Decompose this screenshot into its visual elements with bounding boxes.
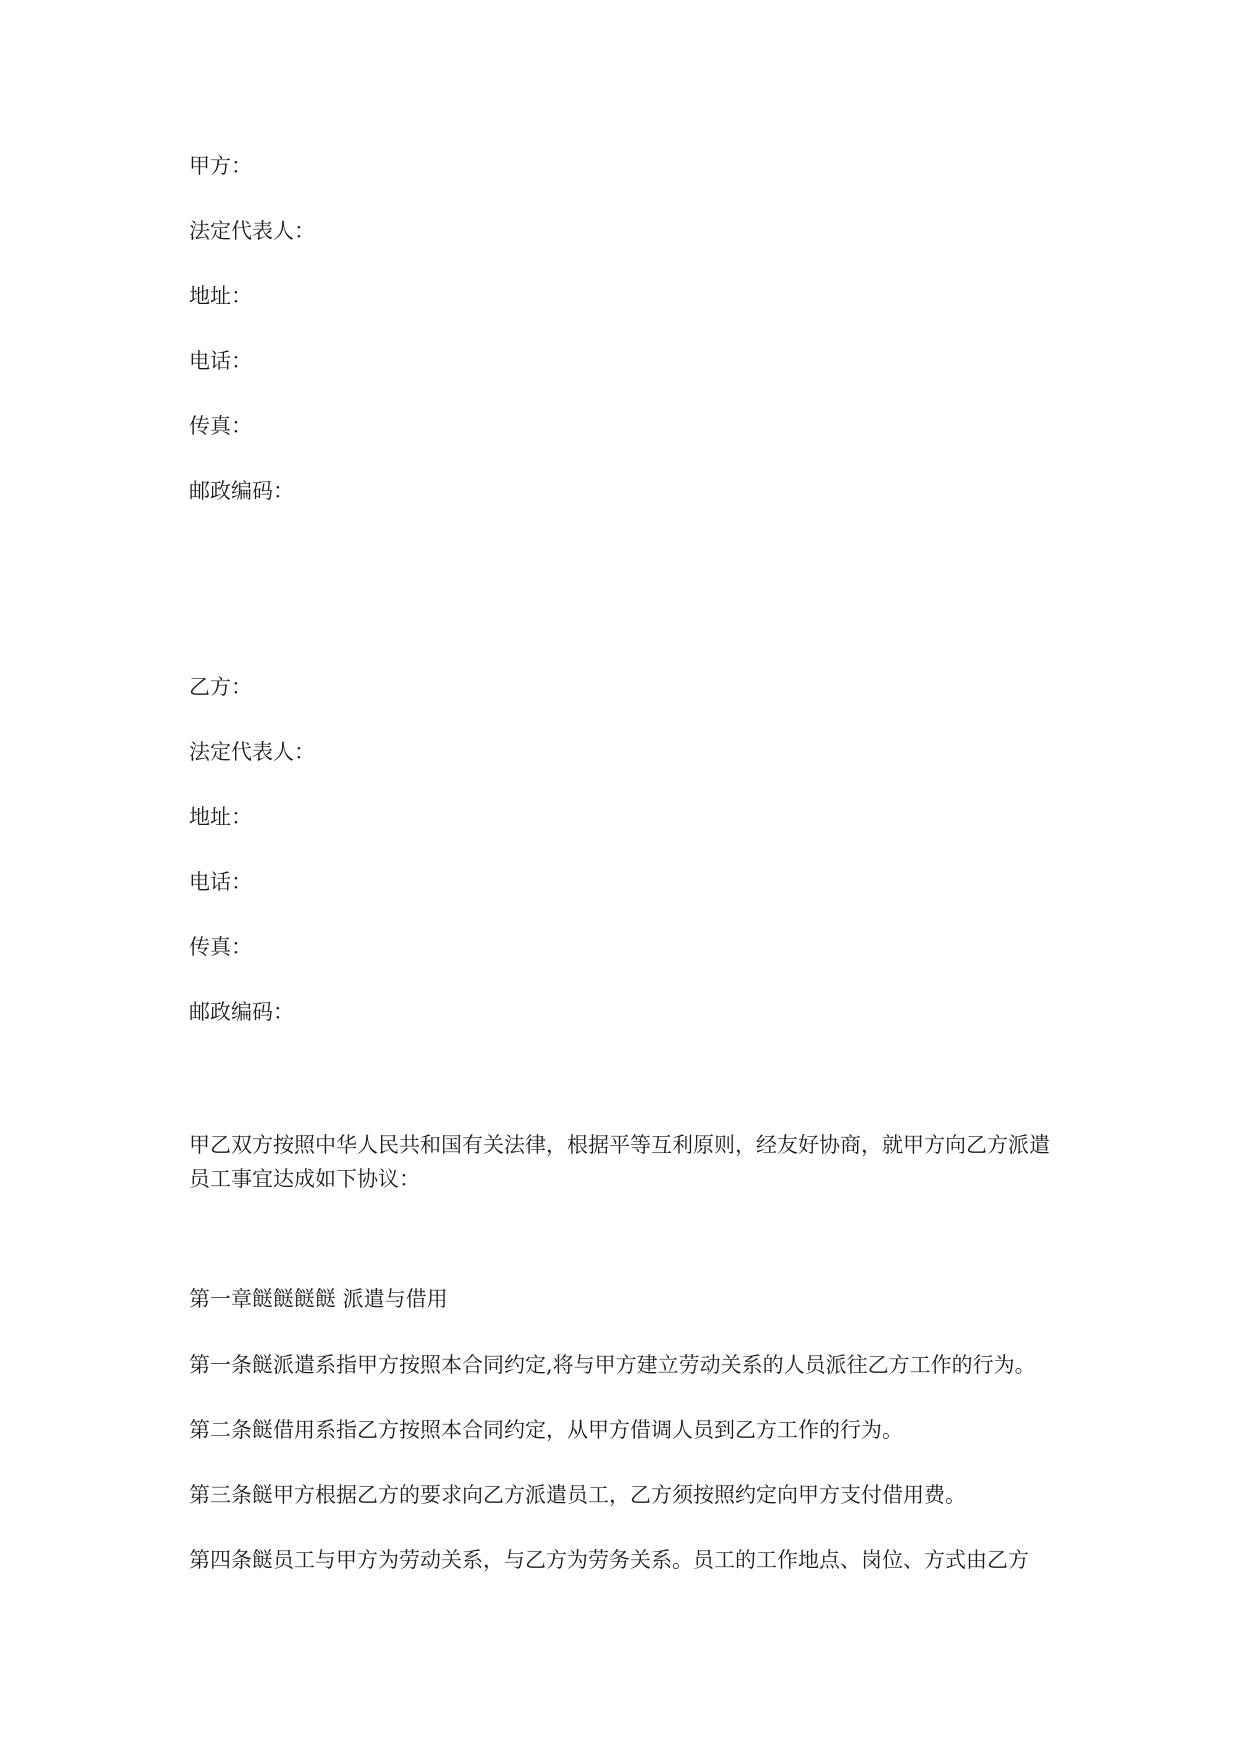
party-a-name-label: 甲方： (189, 154, 252, 178)
preamble-paragraph: 甲乙双方按照中华人民共和国有关法律，根据平等互利原则，经友好协商，就甲方向乙方派遣员工事宜达成如下协议： (189, 1133, 1050, 1191)
party-b-fax-label: 传真： (189, 935, 252, 959)
article-2: 第二条餸借用系指乙方按照本合同约定，从甲方借调人员到乙方工作的行为。 (189, 1418, 903, 1442)
party-b-postcode-label: 邮政编码： (189, 1000, 294, 1024)
party-a-rep-label: 法定代表人： (189, 219, 315, 243)
party-b-rep-label: 法定代表人： (189, 740, 315, 764)
article-1: 第一条餸派遣系指甲方按照本合同约定,将与甲方建立劳动关系的人员派往乙方工作的行为。 (189, 1353, 1036, 1377)
party-b-address-label: 地址： (189, 805, 252, 829)
party-b-phone-label: 电话： (189, 870, 252, 894)
chapter-1-title: 第一章餸餸餸餸 派遣与借用 (189, 1287, 448, 1311)
party-a-fax-label: 传真： (189, 414, 252, 438)
party-a-postcode-label: 邮政编码： (189, 479, 294, 503)
article-4: 第四条餸员工与甲方为劳动关系，与乙方为劳务关系。员工的工作地点、岗位、方式由乙方 (189, 1548, 1029, 1572)
article-3: 第三条餸甲方根据乙方的要求向乙方派遣员工，乙方须按照约定向甲方支付借用费。 (189, 1483, 966, 1507)
party-b-name-label: 乙方： (189, 675, 252, 699)
party-a-address-label: 地址： (189, 284, 252, 308)
party-a-phone-label: 电话： (189, 349, 252, 373)
